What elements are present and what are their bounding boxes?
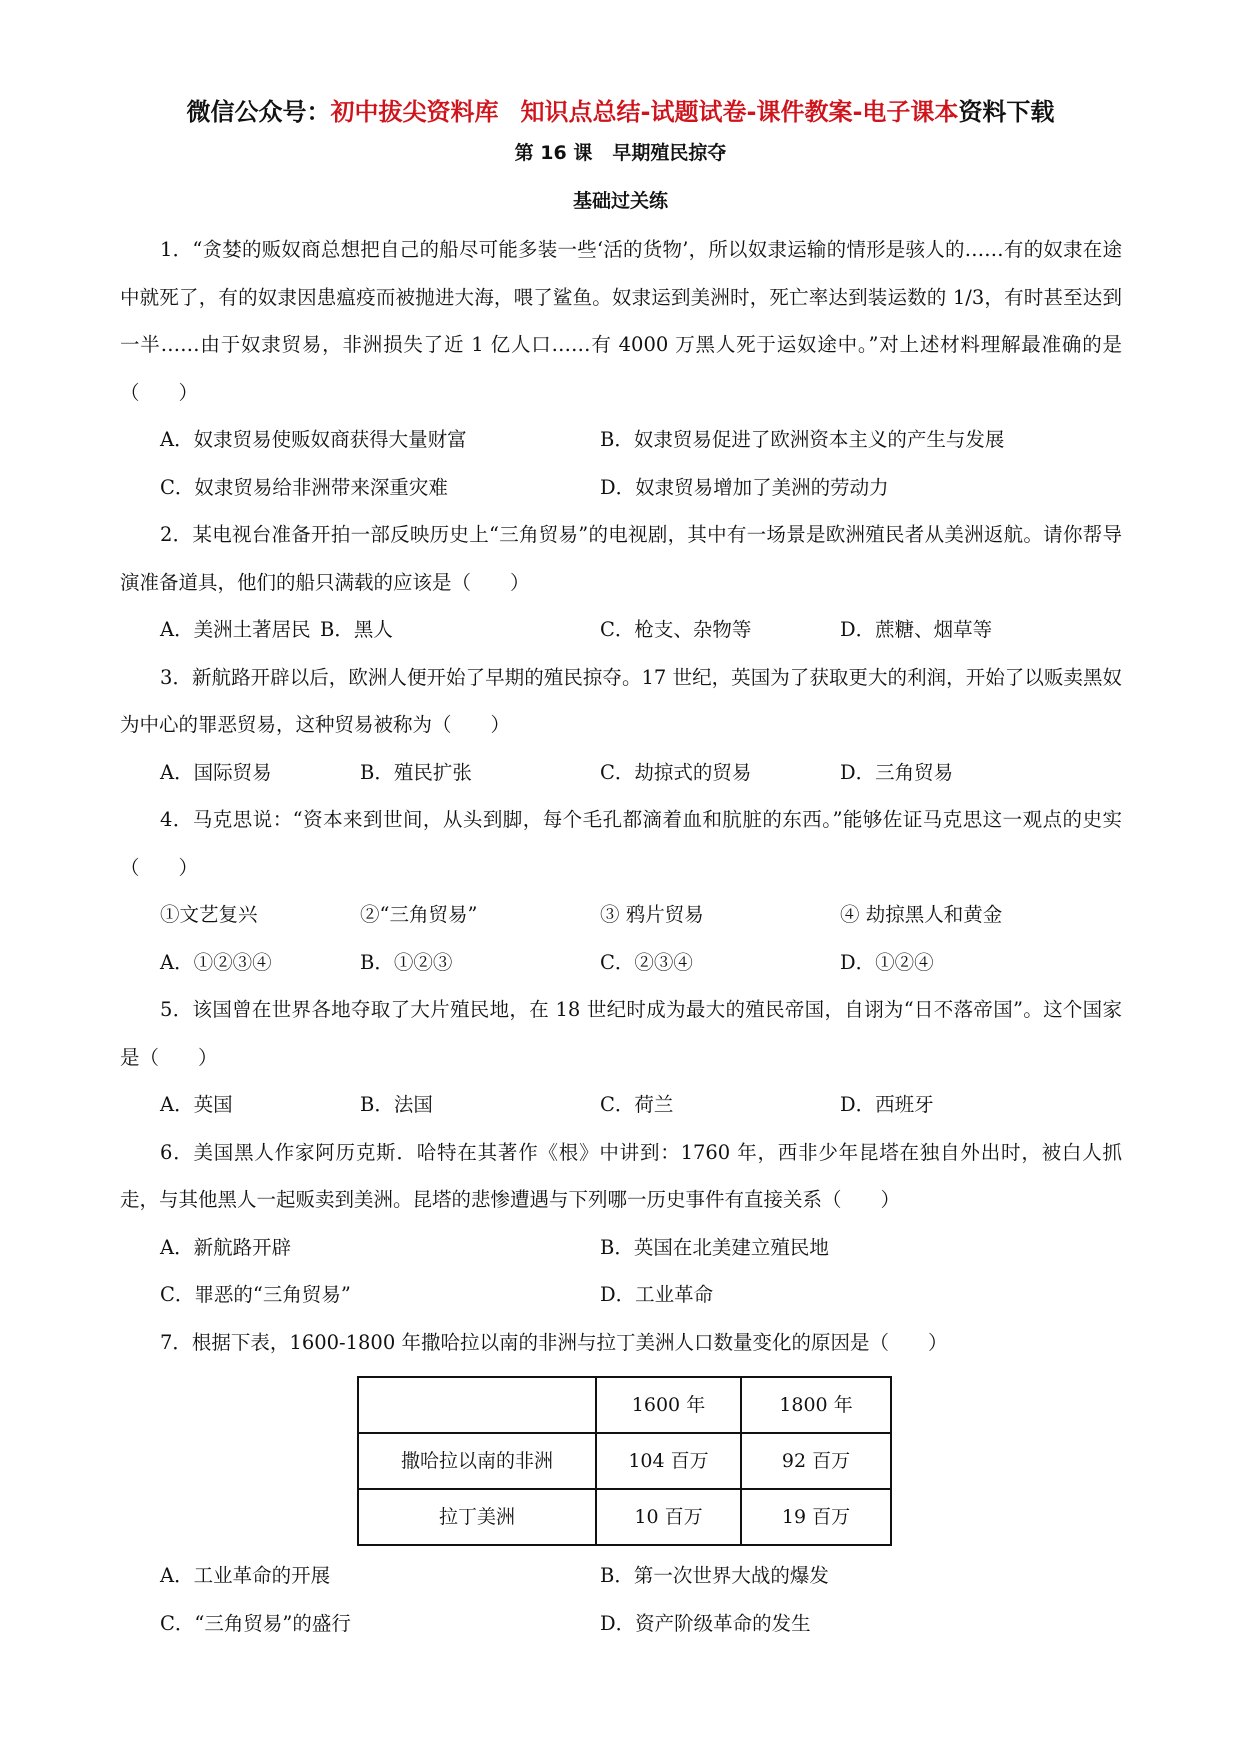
q4-item-4: ④ 劫掠黑人和黄金: [840, 903, 1003, 926]
section-title: 基础过关练: [572, 190, 668, 212]
banner-prefix: 微信公众号：: [186, 98, 331, 126]
table-cell: 104 百万: [596, 1433, 741, 1489]
question-7-options: [120, 1552, 1122, 1600]
q6-option-b: B．英国在北美建立殖民地: [600, 1235, 829, 1259]
q5-option-a: A．英国: [160, 1093, 233, 1116]
table-header-row: [358, 1377, 891, 1433]
question-2-options: [120, 606, 1122, 654]
question-5-stem: 5．该国曾在世界各地夺取了大片殖民地，在 18 世纪时成为最大的殖民帝国，自诩为“日不落帝国”。这个国家是（ ）: [120, 998, 1122, 1069]
banner-middle: 知识点总结-试题试卷-课件教案-电子课本: [520, 98, 959, 126]
q7-option-d: D．资产阶级革命的发生: [600, 1611, 811, 1635]
question-1-options: [120, 416, 1122, 464]
question-3-stem: 3．新航路开辟以后，欧洲人便开始了早期的殖民掠夺。17 世纪，英国为了获取更大的利润，开始了以贩卖黑奴为中心的罪恶贸易，这种贸易被称为（ ）: [120, 665, 1122, 736]
q1-option-d: D．奴隶贸易增加了美洲的劳动力: [600, 475, 889, 499]
q5-option-c: C．荷兰: [600, 1093, 674, 1116]
population-table: [357, 1376, 892, 1546]
q4-item-1: ①文艺复兴: [160, 903, 258, 926]
table-cell: 拉丁美洲: [358, 1489, 596, 1545]
question-2-stem: 2．某电视台准备开拍一部反映历史上“三角贸易”的电视剧，其中有一场景是欧洲殖民者从美洲返航。请你帮导演准备道具，他们的船只满载的应该是（ ）: [120, 523, 1122, 594]
question-1-stem: 1．“贪婪的贩奴商总想把自己的船尽可能多装一些‘活的货物’，所以奴隶运输的情形是骇人的……有的奴隶在途中就死了，有的奴隶因患瘟疫而被抛进大海，喂了鲨鱼。奴隶运到美洲时，死亡率达到装运数的 1/3，有时甚至达到一半……由于奴隶贸易，非洲损失了近 1 亿人口……有 4000 万黑人死于运奴途中。”对上述材料理解最准确的是（ ）: [120, 238, 1122, 404]
lesson-number: 第 16 课: [514, 142, 593, 164]
lesson-name: 早期殖民掠夺: [612, 142, 727, 164]
q1-option-c: C．奴隶贸易给非洲带来深重灾难: [160, 475, 448, 499]
question-6-options: [120, 1224, 1122, 1272]
table-cell: 92 百万: [741, 1433, 891, 1489]
q4-option-c: C．②③④: [600, 950, 693, 974]
q2-option-a: A．美洲土著居民: [160, 618, 311, 641]
q4-item-2: ②“三角贸易”: [360, 903, 478, 926]
q1-option-a: A．奴隶贸易使贩奴商获得大量财富: [160, 428, 467, 451]
q5-option-d: D．西班牙: [840, 1093, 934, 1116]
q2-option-d: D．蔗糖、烟草等: [840, 618, 993, 641]
table-cell: 19 百万: [741, 1489, 891, 1545]
banner-brand: 初中拔尖资料库: [330, 98, 499, 126]
question-7-options-2: [120, 1600, 1122, 1648]
question-7-stem: 7．根据下表，1600-1800 年撒哈拉以南的非洲与拉丁美洲人口数量变化的原因是（ ）: [160, 1330, 948, 1354]
q4-item-3: ③ 鸦片贸易: [600, 903, 704, 926]
q7-option-b: B．第一次世界大战的爆发: [600, 1564, 829, 1587]
q3-option-a: A．国际贸易: [160, 760, 272, 784]
table-row: [358, 1433, 891, 1489]
question-6-options-2: [120, 1271, 1122, 1319]
table-cell: 撒哈拉以南的非洲: [358, 1433, 596, 1489]
banner-suffix: 资料下载: [958, 98, 1055, 126]
question-1-options-2: [120, 464, 1122, 512]
table-header-cell: [358, 1377, 596, 1433]
q7-option-a: A．工业革命的开展: [160, 1564, 331, 1587]
question-list: [120, 226, 1122, 1647]
q6-option-d: D．工业革命: [600, 1283, 714, 1306]
q3-option-d: D．三角贸易: [840, 760, 954, 784]
q5-option-b: B．法国: [360, 1093, 433, 1116]
q6-option-c: C．罪恶的“三角贸易”: [160, 1283, 351, 1306]
question-5-options: [120, 1081, 1122, 1129]
question-4-stem: 4．马克思说：“资本来到世间，从头到脚，每个毛孔都滴着血和肮脏的东西。”能够佐证马克思这一观点的史实（ ）: [120, 808, 1122, 879]
question-3-options: [120, 749, 1122, 797]
header-banner: [0, 92, 1241, 127]
q3-option-c: C．劫掠式的贸易: [600, 760, 752, 784]
lesson-title: [0, 138, 1241, 165]
q4-option-b: B．①②③: [360, 950, 453, 974]
q3-option-b: B．殖民扩张: [360, 760, 472, 784]
table-row: [358, 1489, 891, 1545]
q2-option-c: C．枪支、杂物等: [600, 618, 752, 641]
q6-option-a: A．新航路开辟: [160, 1235, 292, 1259]
table-header-cell: 1600 年: [596, 1377, 741, 1433]
question-4-items: [120, 891, 1122, 939]
q4-option-d: D．①②④: [840, 950, 934, 974]
q1-option-b: B．奴隶贸易促进了欧洲资本主义的产生与发展: [600, 428, 1005, 451]
table-cell: 10 百万: [596, 1489, 741, 1545]
question-6-stem: 6．美国黑人作家阿历克斯．哈特在其著作《根》中讲到：1760 年，西非少年昆塔在独自外出时，被白人抓走，与其他黑人一起贩卖到美洲。昆塔的悲惨遭遇与下列哪一历史事件有直接关系（ ）: [120, 1140, 1122, 1211]
q7-option-c: C．“三角贸易”的盛行: [160, 1611, 351, 1635]
q2-option-b: B．黑人: [320, 618, 393, 641]
question-4-options: [120, 939, 1122, 987]
q4-option-a: A．①②③④: [160, 950, 272, 974]
table-header-cell: 1800 年: [741, 1377, 891, 1433]
